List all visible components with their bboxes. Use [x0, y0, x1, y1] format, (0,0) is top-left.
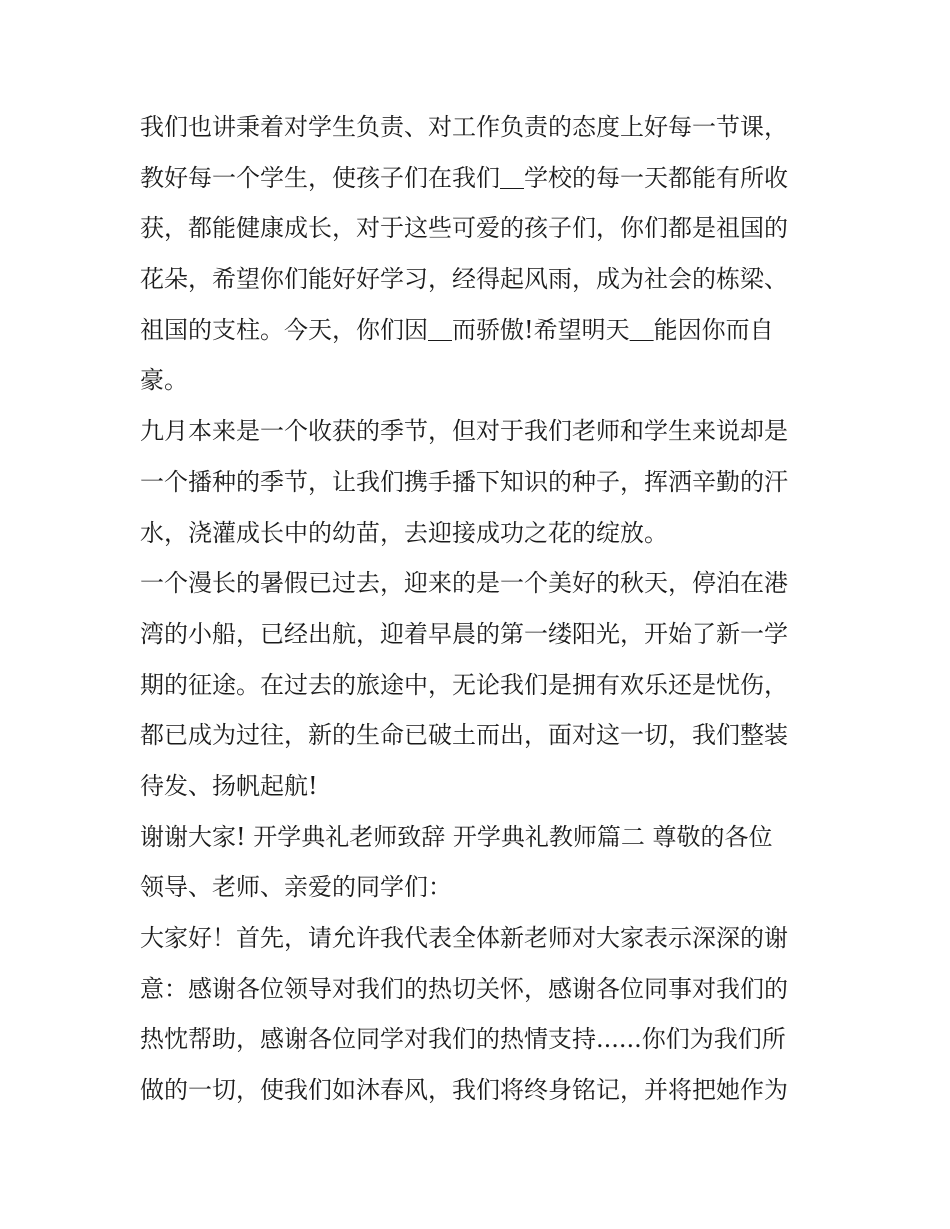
- text-line: 祖国的支柱。今天，你们因＿而骄傲!希望明天＿能因你而自: [140, 315, 774, 344]
- text-line: 豪。: [140, 366, 188, 395]
- text-line: 水，浇灌成长中的幼苗，去迎接成功之花的绽放。: [140, 518, 668, 547]
- text-line: 领导、老师、亲爱的同学们：: [140, 873, 452, 902]
- text-line: 热忱帮助，感谢各位同学对我们的热情支持......你们为我们所: [140, 1025, 786, 1054]
- text-line: 教好每一个学生，使孩子们在我们＿学校的每一天都能有所收: [140, 163, 788, 192]
- text-line: 谢谢大家! 开学典礼老师致辞 开学典礼教师篇二 尊敬的各位: [140, 822, 773, 851]
- text-line: 大家好！首先，请允许我代表全体新老师对大家表示深深的谢: [140, 924, 788, 952]
- text-line: 一个播种的季节，让我们携手播下知识的种子，挥洒辛勤的汗: [140, 467, 788, 496]
- body-text: [140, 102, 820, 1116]
- text-line: 都已成为过往，新的生命已破土而出，面对这一切，我们整装: [140, 721, 788, 750]
- text-line: 湾的小船，已经出航，迎着早晨的第一缕阳光，开始了新一学: [140, 619, 788, 648]
- text-line: 一个漫长的暑假已过去，迎来的是一个美好的秋天，停泊在港: [140, 569, 788, 598]
- text-line: 意：感谢各位领导对我们的热切关怀，感谢各位同事对我们的: [140, 974, 788, 1003]
- text-line: 获，都能健康成长，对于这些可爱的孩子们，你们都是祖国的: [140, 214, 788, 243]
- text-line: 九月本来是一个收获的季节，但对于我们老师和学生来说却是: [140, 417, 788, 446]
- text-line: 期的征途。在过去的旅途中，无论我们是拥有欢乐还是忧伤，: [140, 670, 788, 699]
- text-line: 我们也讲秉着对学生负责、对工作负责的态度上好每一节课，: [140, 113, 788, 141]
- text-line: 做的一切，使我们如沐春风，我们将终身铭记，并将把她作为: [140, 1076, 788, 1105]
- text-line: 待发、扬帆起航!: [140, 771, 318, 800]
- text-line: 花朵，希望你们能好好学习，经得起风雨，成为社会的栋梁、: [140, 265, 788, 294]
